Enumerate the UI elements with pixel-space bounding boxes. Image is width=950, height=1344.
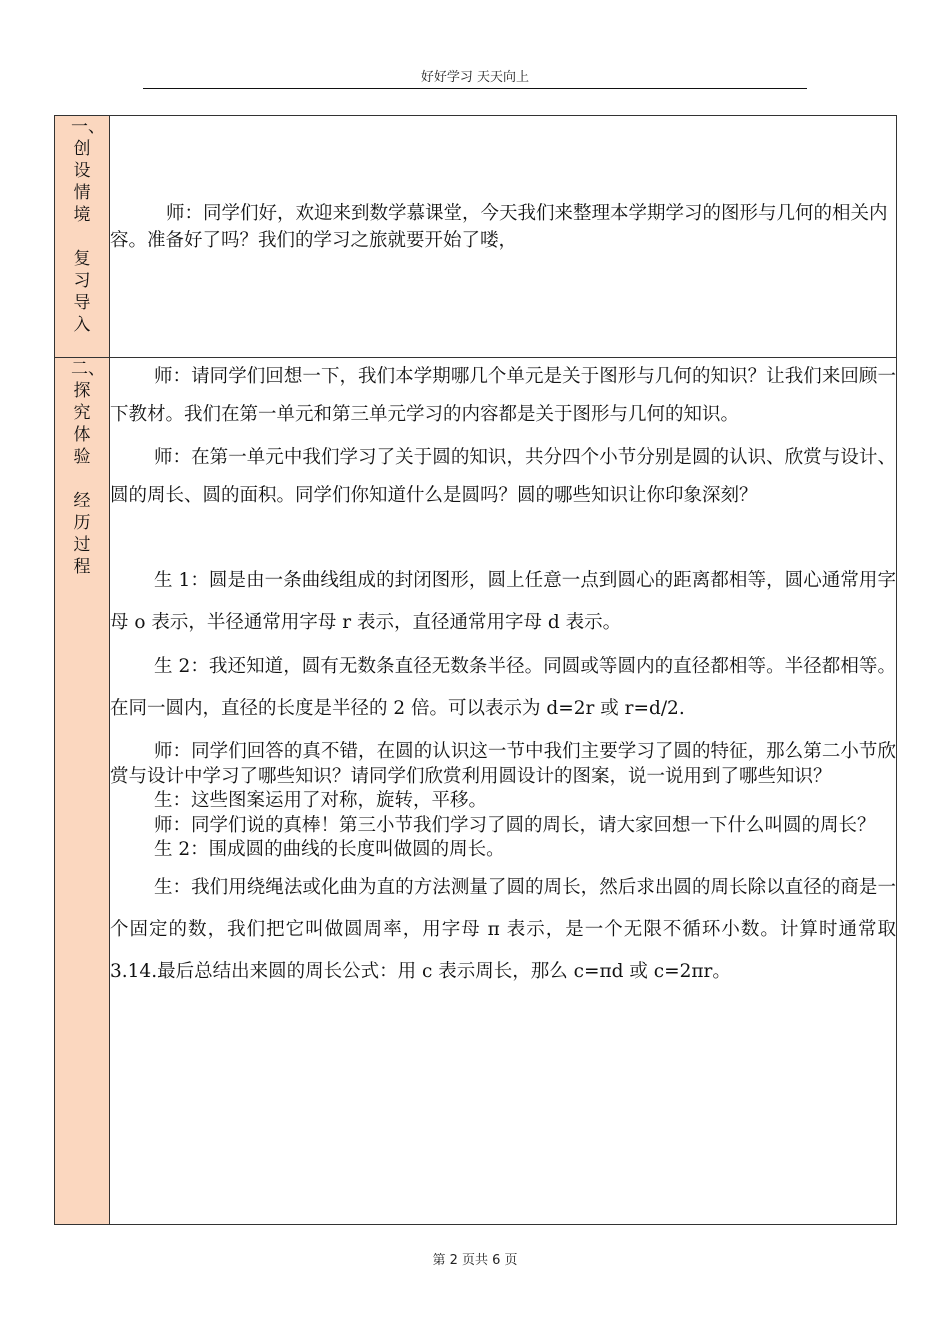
paragraph: 生 1：圆是由一条曲线组成的封闭图形，圆上任意一点到圆心的距离都相等，圆心通常用字母 o 表示，半径通常用字母 r 表示，直径通常用字母 d 表示。 xyxy=(110,570,896,633)
paragraph: 生 2：围成圆的曲线的长度叫做圆的周长。 xyxy=(154,839,505,860)
paragraph: 师：请同学们回想一下，我们本学期哪几个单元是关于图形与几何的知识？让我们来回顾一下教材。我们在第一单元和第三单元学习的内容都是关于图形与几何的知识。 xyxy=(110,366,896,425)
paragraph: 生：这些图案运用了对称，旋转，平移。 xyxy=(154,790,488,811)
table-row-intro xyxy=(55,116,897,358)
section-label-intro xyxy=(55,116,110,358)
section-content-intro xyxy=(110,116,897,358)
section-content-explore xyxy=(110,358,897,1225)
paragraph: 生：我们用绕绳法或化曲为直的方法测量了圆的周长，然后求出圆的周长除以直径的商是一个固定的数，我们把它叫做圆周率，用字母 π 表示，是一个无限不循环小数。计算时通常取 3.14.最后总结出来圆的周长公式：用 c 表示周长，那么 c=πd 或 c=2πr。 xyxy=(110,876,896,982)
section-label-top: 一、创设情境 xyxy=(71,117,105,225)
paragraph: 生 2：我还知道，圆有无数条直径无数条半径。同圆或等圆内的直径都相等。半径都相等。在同一圆内，直径的长度是半径的 2 倍。可以表示为 d=2r 或 r=d/2. xyxy=(110,656,896,719)
lesson-plan-table xyxy=(54,115,897,1225)
header-divider xyxy=(143,88,807,89)
section-label-explore xyxy=(55,358,110,1225)
table-row-explore xyxy=(55,358,897,1225)
section-label-top: 二、探究体验 xyxy=(71,359,105,467)
paragraph: 师：同学们回答的真不错，在圆的认识这一节中我们主要学习了圆的特征，那么第二小节欣赏与设计中学习了哪些知识？请同学们欣赏利用圆设计的图案，说一说用到了哪些知识？ xyxy=(110,741,896,787)
paragraph: 师：同学们好，欢迎来到数学慕课堂，今天我们来整理本学期学习的图形与几何的相关内容。准备好了吗？我们的学习之旅就要开始了喽， xyxy=(110,203,888,251)
paragraph: 师：在第一单元中我们学习了关于圆的知识，共分四个小节分别是圆的认识、欣赏与设计、圆的周长、圆的面积。同学们你知道什么是圆吗？圆的哪些知识让你印象深刻？ xyxy=(110,447,896,506)
page-header: 好好学习 天天向上 xyxy=(420,70,530,85)
section-label-bottom: 经历过程 xyxy=(73,491,91,577)
paragraph: 师：同学们说的真棒！第三小节我们学习了圆的周长，请大家回想一下什么叫圆的周长？ xyxy=(154,814,876,836)
page-footer: 第 2 页共 6 页 xyxy=(432,1253,518,1268)
section-label-bottom: 复习导入 xyxy=(73,249,91,335)
